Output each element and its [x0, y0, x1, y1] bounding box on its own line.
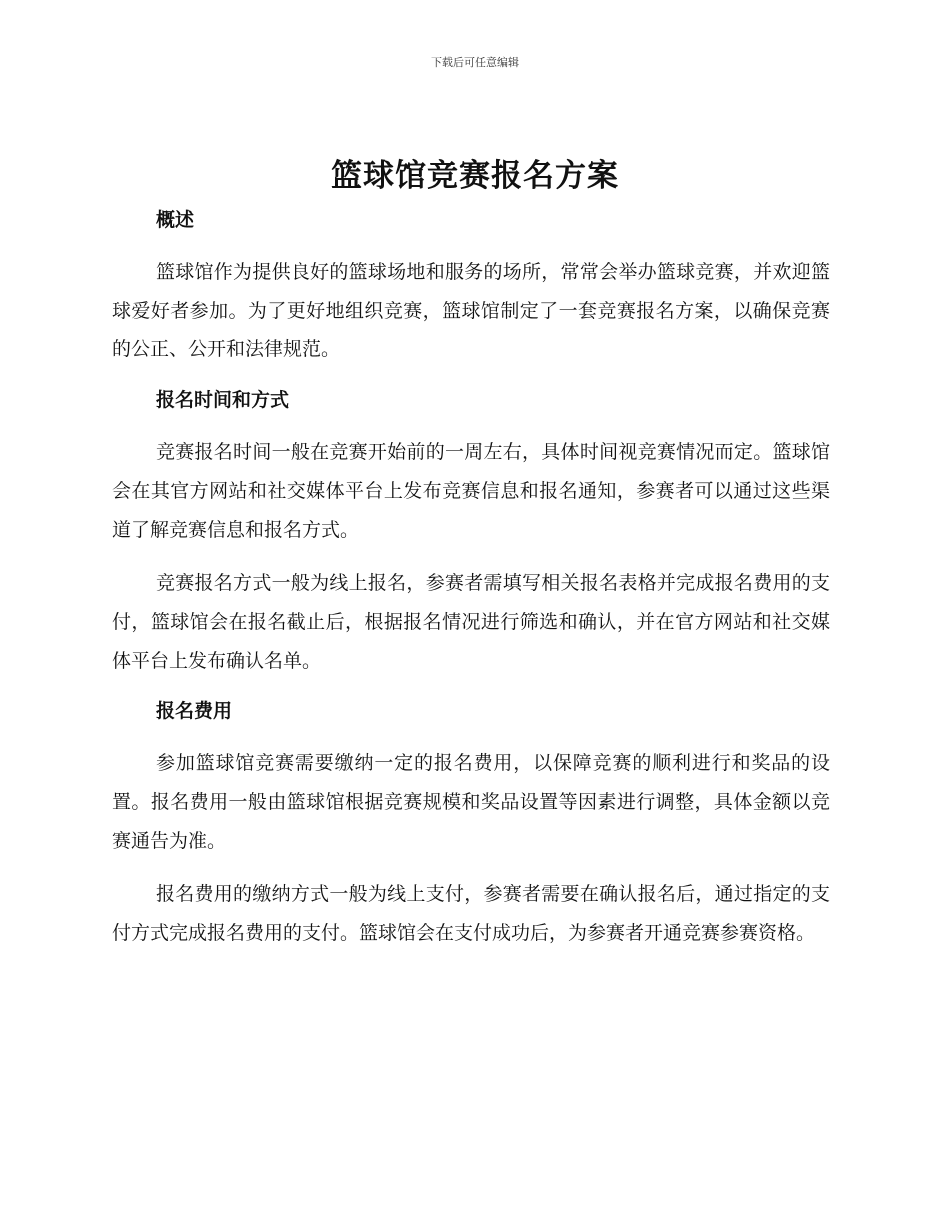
paragraph: 报名费用的缴纳方式一般为线上支付，参赛者需要在确认报名后，通过指定的支付方式完成报名费用的支付。篮球馆会在支付成功后，为参赛者开通竞赛参赛资格。	[112, 883, 830, 945]
paragraph: 竞赛报名方式一般为线上报名，参赛者需填写相关报名表格并完成报名费用的支付，篮球馆会在报名截止后，根据报名情况进行筛选和确认，并在官方网站和社交媒体平台上发布确认名单。	[112, 572, 830, 672]
paragraph: 参加篮球馆竞赛需要缴纳一定的报名费用，以保障竞赛的顺利进行和奖品的设置。报名费用一般由篮球馆根据竞赛规模和奖品设置等因素进行调整，具体金额以竞赛通告为准。	[112, 752, 830, 852]
section-registration-time-and-method	[112, 384, 830, 680]
page-header-note: 下载后可任意编辑	[431, 56, 519, 69]
section-heading: 报名时间和方式	[156, 389, 290, 412]
paragraph: 篮球馆作为提供良好的篮球场地和服务的场所，常常会举办篮球竞赛，并欢迎篮球爱好者参加。为了更好地组织竞赛，篮球馆制定了一套竞赛报名方案，以确保竞赛的公正、公开和法律规范。	[112, 261, 830, 361]
paragraph: 竞赛报名时间一般在竞赛开始前的一周左右，具体时间视竞赛情况而定。篮球馆会在其官方网站和社交媒体平台上发布竞赛信息和报名通知，参赛者可以通过这些渠道了解竞赛信息和报名方式。	[112, 441, 830, 541]
section-overview	[112, 204, 830, 369]
section-registration-fee	[112, 695, 830, 953]
section-heading: 概述	[156, 209, 195, 231]
document-body	[112, 204, 830, 968]
document-title: 篮球馆竞赛报名方案	[331, 158, 619, 194]
section-heading: 报名费用	[156, 700, 233, 723]
